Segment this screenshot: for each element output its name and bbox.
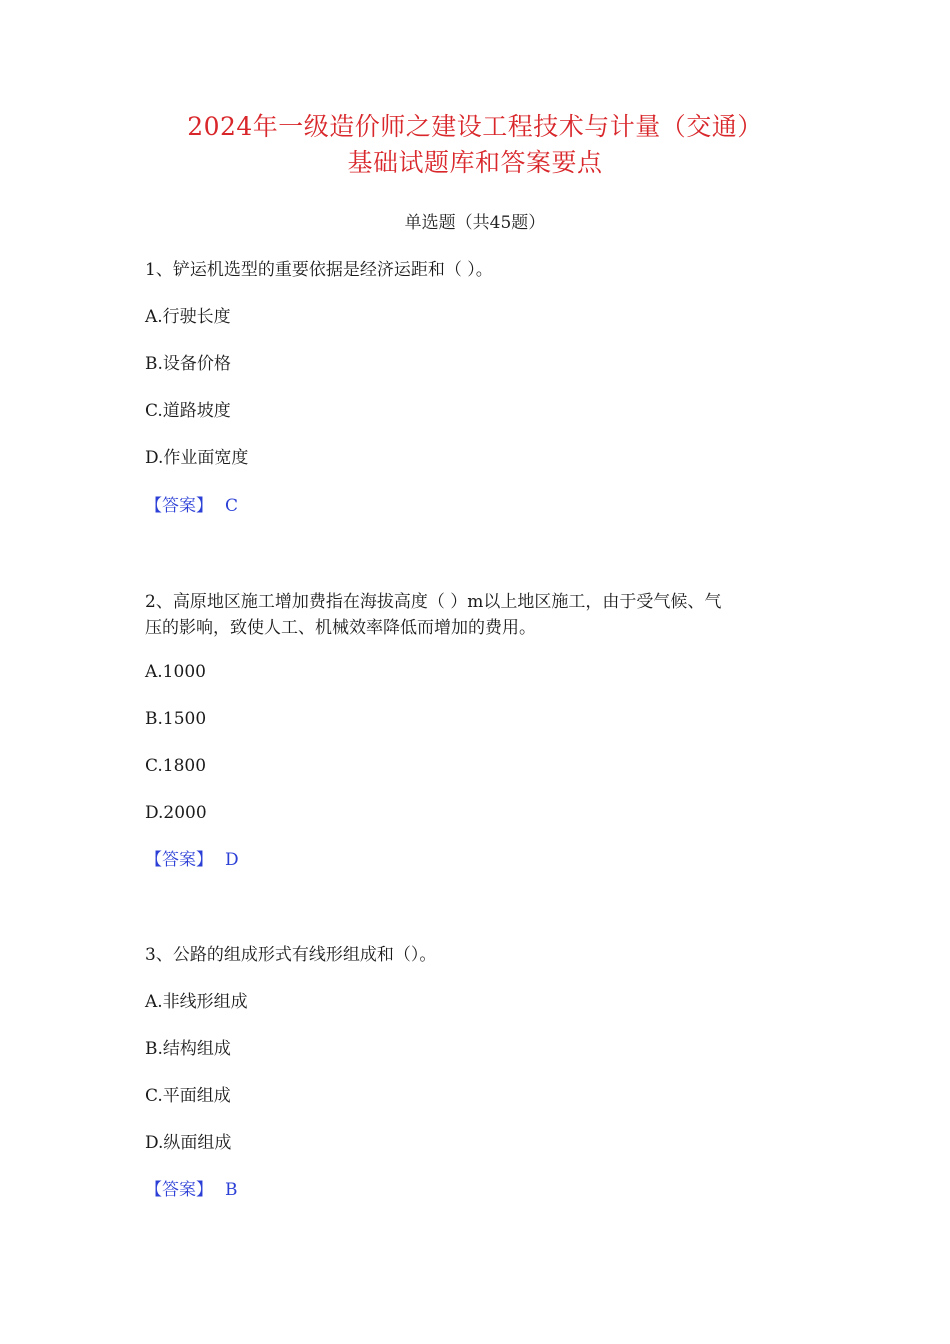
answer-label: 【答案】: [145, 1180, 213, 1200]
question-2-option-a: A.1000: [145, 662, 206, 682]
answer-label: 【答案】: [145, 496, 213, 516]
question-1-option-d: D.作业面宽度: [145, 448, 249, 468]
question-2-option-b: B.1500: [145, 709, 207, 729]
question-2-option-c: C.1800: [145, 756, 207, 776]
question-3-option-c: C.平面组成: [145, 1086, 231, 1106]
answer-value: D: [225, 850, 239, 870]
question-3-option-b: B.结构组成: [145, 1039, 231, 1059]
question-2-answer: [145, 846, 239, 874]
question-2-stem-line2: 压的影响，致使人工、机械效率降低而增加的费用。: [145, 618, 536, 638]
question-2-option-d: D.2000: [145, 803, 207, 823]
section-heading: 单选题（共45题）: [404, 213, 546, 233]
question-3-answer: [145, 1176, 238, 1204]
document-title-line2: 基础试题库和答案要点: [347, 148, 603, 177]
question-2-stem-line1: 2、高原地区施工增加费指在海拔高度（ ）m以上地区施工，由于受气候、气: [145, 592, 722, 612]
question-3-option-a: A.非线形组成: [145, 992, 248, 1012]
question-1-stem-line1: 1、铲运机选型的重要依据是经济运距和（ ）。: [145, 260, 493, 280]
answer-value: B: [225, 1180, 238, 1200]
answer-label: 【答案】: [145, 850, 213, 870]
answer-value: C: [225, 496, 239, 516]
document-title-line1: 2024年一级造价师之建设工程技术与计量（交通）: [187, 112, 763, 141]
question-1-option-b: B.设备价格: [145, 354, 231, 374]
question-1-option-a: A.行驶长度: [145, 307, 231, 327]
question-1-answer: [145, 492, 238, 520]
question-3-option-d: D.纵面组成: [145, 1133, 232, 1153]
question-3-stem-line1: 3、公路的组成形式有线形组成和（）。: [145, 945, 437, 965]
question-1-option-c: C.道路坡度: [145, 401, 231, 421]
